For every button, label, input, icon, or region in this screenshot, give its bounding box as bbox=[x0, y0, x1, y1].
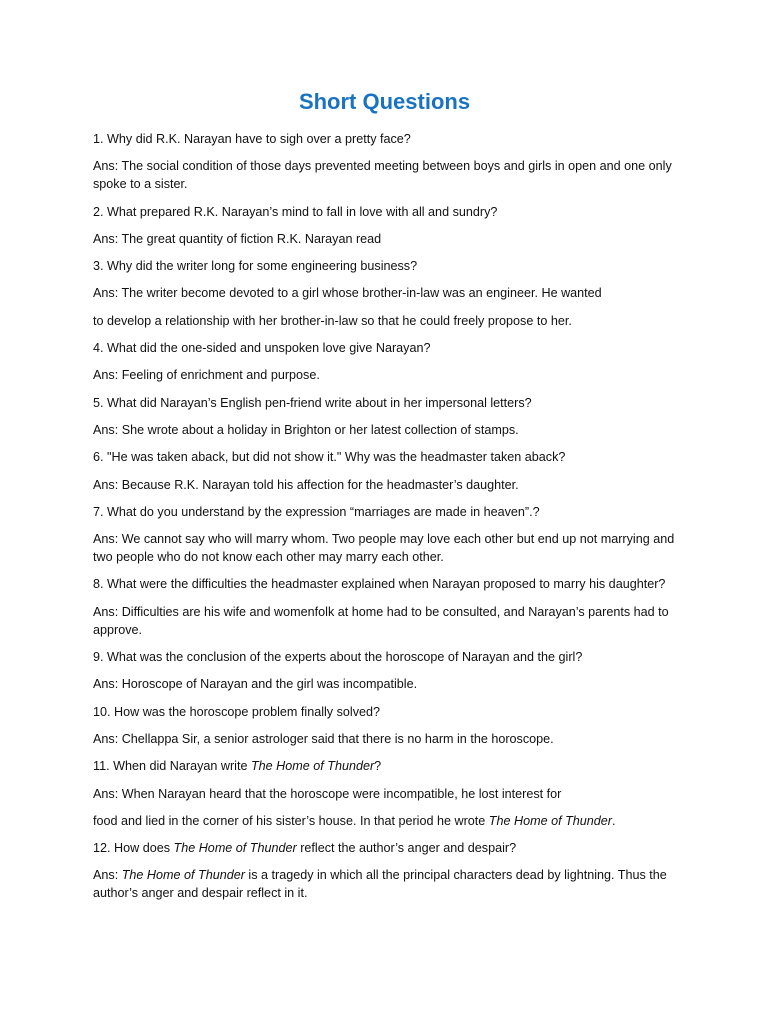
paragraph: 10. How was the horoscope problem finally solved? bbox=[93, 704, 381, 719]
paragraph-text: is a tragedy in which all the principal characters dead by lightning. Thus the author’s anger and despair reflect in it. bbox=[93, 868, 667, 901]
paragraph bbox=[93, 812, 676, 830]
paragraph: to develop a relationship with her brother-in-law so that he could freely propose to her. bbox=[93, 313, 572, 328]
paragraph-text: . bbox=[611, 813, 616, 828]
paragraph: Ans: The social condition of those days prevented meeting between boys and girls in open and one only spoke to a sister. bbox=[93, 159, 672, 192]
book-title: The Home of Thunder bbox=[488, 813, 612, 828]
paragraph: Ans: We cannot say who will marry whom. Two people may love each other but end up not marrying and two people who do not know each other may marry each other. bbox=[93, 532, 675, 565]
book-title: The Home of Thunder bbox=[121, 868, 245, 883]
paragraph: Ans: Difficulties are his wife and womenfolk at home had to be consulted, and Narayan’s parents had to approve. bbox=[93, 604, 669, 637]
paragraph bbox=[93, 839, 676, 857]
book-title: The Home of Thunder bbox=[250, 759, 375, 774]
paragraph-text: food and lied in the corner of his sister’s house. In that period he wrote bbox=[93, 813, 489, 828]
document-body bbox=[93, 130, 676, 902]
page-title: Short Questions bbox=[298, 89, 471, 114]
paragraph: Ans: The writer become devoted to a girl whose brother-in-law was an engineer. He wanted bbox=[93, 286, 602, 301]
paragraph-text: 11. When did Narayan write bbox=[93, 759, 251, 774]
paragraph-text: 12. How does bbox=[93, 841, 174, 856]
paragraph-text: reflect the author’s anger and despair? bbox=[296, 841, 517, 856]
paragraph: 8. What were the difficulties the headmaster explained when Narayan proposed to marry his daughter? bbox=[93, 577, 666, 592]
paragraph-text: Ans: bbox=[93, 868, 122, 883]
book-title: The Home of Thunder bbox=[173, 841, 297, 856]
paragraph: 4. What did the one-sided and unspoken love give Narayan? bbox=[93, 341, 431, 356]
paragraph: Ans: When Narayan heard that the horoscope were incompatible, he lost interest for bbox=[93, 786, 562, 801]
paragraph: Ans: Horoscope of Narayan and the girl was incompatible. bbox=[93, 677, 418, 692]
paragraph: 1. Why did R.K. Narayan have to sigh over a pretty face? bbox=[93, 132, 411, 146]
paragraph: Ans: Because R.K. Narayan told his affection for the headmaster’s daughter. bbox=[93, 477, 519, 492]
paragraph: 7. What do you understand by the expression “marriages are made in heaven”.? bbox=[93, 504, 540, 519]
paragraph: Ans: Chellappa Sir, a senior astrologer said that there is no harm in the horoscope. bbox=[93, 731, 554, 746]
paragraph: 6. "He was taken aback, but did not show it." Why was the headmaster taken aback? bbox=[93, 450, 566, 465]
paragraph: Ans: She wrote about a holiday in Brighton or her latest collection of stamps. bbox=[93, 422, 519, 437]
paragraph: 2. What prepared R.K. Narayan’s mind to fall in love with all and sundry? bbox=[93, 204, 498, 219]
paragraph: Ans: Feeling of enrichment and purpose. bbox=[93, 368, 320, 383]
paragraph: 9. What was the conclusion of the experts about the horoscope of Narayan and the girl? bbox=[93, 650, 583, 665]
paragraph: 3. Why did the writer long for some engineering business? bbox=[93, 259, 418, 274]
paragraph-text: ? bbox=[374, 759, 382, 774]
paragraph: 5. What did Narayan’s English pen-friend write about in her impersonal letters? bbox=[93, 395, 532, 410]
paragraph bbox=[93, 757, 676, 775]
paragraph: Ans: The great quantity of fiction R.K. Narayan read bbox=[93, 231, 382, 246]
paragraph bbox=[93, 866, 676, 902]
